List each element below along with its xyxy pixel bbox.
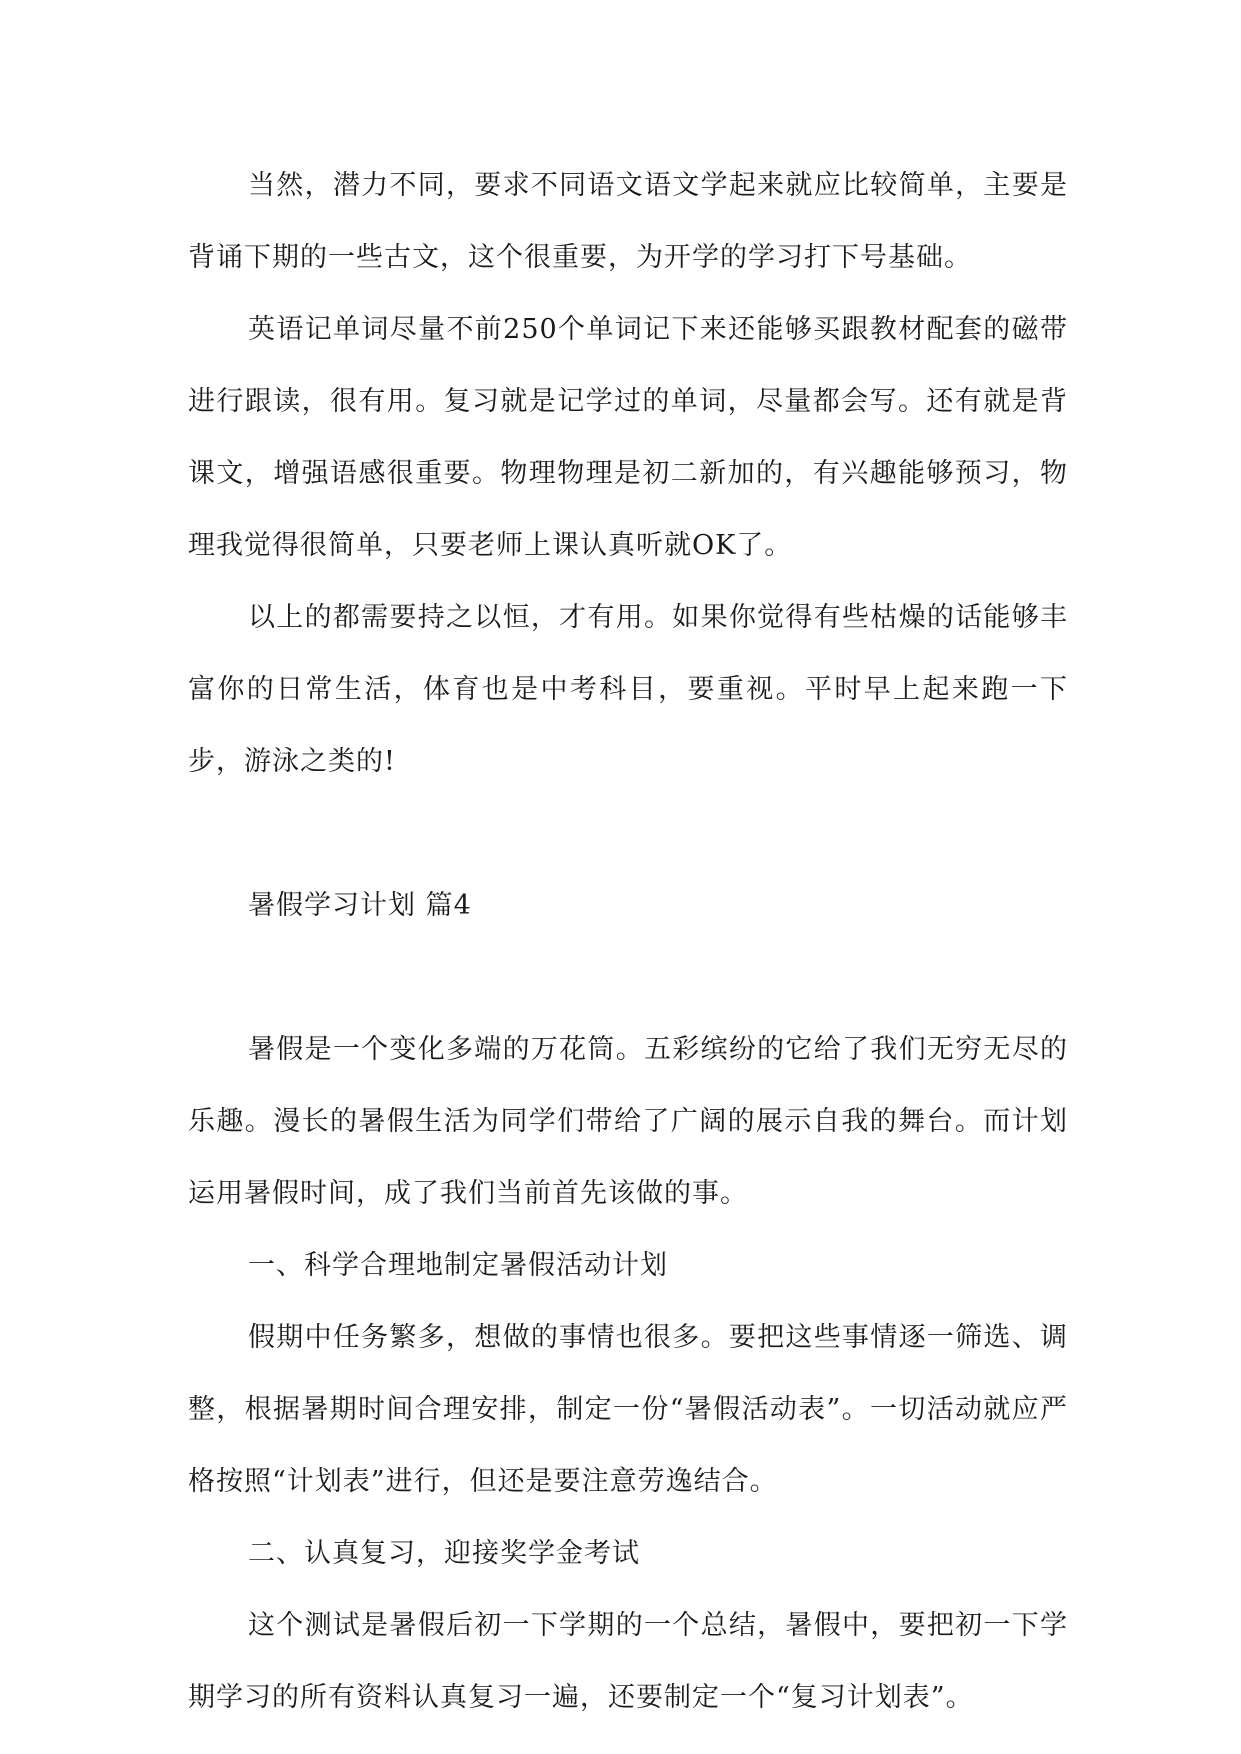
subheading-plan: 一、科学合理地制定暑假活动计划 bbox=[248, 1250, 668, 1281]
paragraph-studying-chinese: 当然，潜力不同，要求不同语文语文学起来就应比较简单，主要是背诵下期的一些古文，这个很重要，为开学的学习打下号基础。 bbox=[188, 170, 1068, 273]
spacer bbox=[188, 798, 1068, 870]
paragraph-review: 这个测试是暑假后初一下学期的一个总结，暑假中，要把初一下学期学习的所有资料认真复习一遍，还要制定一个“复习计划表”。 bbox=[188, 1610, 1068, 1713]
spacer bbox=[188, 942, 1068, 1014]
paragraph-persistence: 以上的都需要持之以恒，才有用。如果你觉得有些枯燥的话能够丰富你的日常生活，体育也是中考科目，要重视。平时早上起来跑一下步，游泳之类的! bbox=[188, 602, 1068, 777]
paragraph-intro: 暑假是一个变化多端的万花筒。五彩缤纷的它给了我们无穷无尽的乐趣。漫长的暑假生活为同学们带给了广阔的展示自我的舞台。而计划运用暑假时间，成了我们当前首先该做的事。 bbox=[188, 1034, 1068, 1209]
paragraph-english-physics: 英语记单词尽量不前250个单词记下来还能够买跟教材配套的磁带进行跟读，很有用。复习就是记学过的单词，尽量都会写。还有就是背课文，增强语感很重要。物理物理是初二新加的，有兴趣能够预习，物理我觉得很简单，只要老师上课认真听就OK了。 bbox=[188, 314, 1068, 561]
subheading-review: 二、认真复习，迎接奖学金考试 bbox=[248, 1538, 640, 1569]
section-heading: 暑假学习计划 篇4 bbox=[248, 890, 472, 921]
document-body bbox=[188, 150, 1068, 1734]
paragraph-plan: 假期中任务繁多，想做的事情也很多。要把这些事情逐一筛选、调整，根据暑期时间合理安排，制定一份“暑假活动表”。一切活动就应严格按照“计划表”进行，但还是要注意劳逸结合。 bbox=[188, 1322, 1068, 1497]
